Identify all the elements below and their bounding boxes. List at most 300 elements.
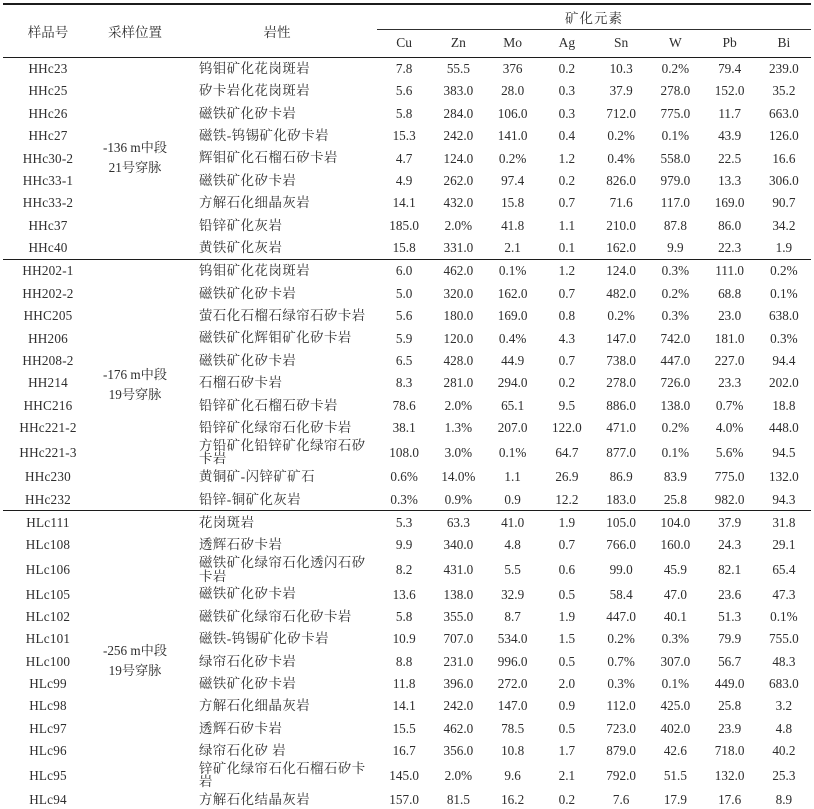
value-bi: 94.4 xyxy=(772,352,796,368)
value-bi: 683.0 xyxy=(769,676,799,692)
sample-id: HH202-2 xyxy=(22,285,74,301)
value-pb: 24.3 xyxy=(718,537,742,553)
value-cu: 108.0 xyxy=(389,444,419,460)
value-w: 0.1% xyxy=(661,444,690,460)
column-header-bi: Bi xyxy=(757,29,811,57)
value-w: 0.2% xyxy=(661,61,690,77)
value-pb: 51.3 xyxy=(718,608,742,624)
sample-id: HH214 xyxy=(28,375,68,391)
value-ag: 0.5 xyxy=(558,653,576,669)
value-mo: 4.8 xyxy=(504,537,521,553)
value-pb: 13.3 xyxy=(718,172,742,188)
value-sn: 482.0 xyxy=(606,285,636,301)
lithology: 矽卡岩化花岗斑岩 xyxy=(199,83,311,99)
value-zn: 383.0 xyxy=(443,83,474,99)
value-bi: 18.8 xyxy=(772,397,796,413)
value-ag: 0.4 xyxy=(558,128,576,144)
value-sn: 86.9 xyxy=(609,469,633,485)
value-cu: 8.8 xyxy=(395,653,413,669)
value-bi: 8.9 xyxy=(775,792,793,808)
value-cu: 5.0 xyxy=(395,285,413,301)
value-zn: 14.0% xyxy=(441,469,476,485)
value-pb: 86.0 xyxy=(718,217,742,233)
value-w: 117.0 xyxy=(660,195,690,211)
value-ag: 0.1 xyxy=(558,240,576,256)
sample-id: HLc99 xyxy=(29,676,67,692)
value-cu: 5.8 xyxy=(395,105,413,121)
value-pb: 82.1 xyxy=(718,561,742,577)
value-w: 0.1% xyxy=(661,128,690,144)
value-mo: 32.9 xyxy=(501,586,525,602)
value-pb: 982.0 xyxy=(714,491,745,507)
value-w: 83.9 xyxy=(663,469,687,485)
value-cu: 6.0 xyxy=(377,259,431,282)
value-ag: 0.2 xyxy=(558,792,576,808)
value-sn: 471.0 xyxy=(606,420,636,436)
value-zn: 124.0 xyxy=(443,150,474,166)
value-pb: 22.3 xyxy=(718,240,742,256)
lithology: 钨钼矿化花岗斑岩 xyxy=(177,259,377,282)
value-cu: 5.8 xyxy=(395,608,413,624)
value-w: 0.3% xyxy=(648,259,702,282)
sample-id: HHc27 xyxy=(28,128,68,144)
value-zn: 2.0% xyxy=(444,397,473,413)
value-w: 87.8 xyxy=(663,217,687,233)
value-pb: 132.0 xyxy=(714,767,745,783)
value-w: 25.8 xyxy=(663,491,687,507)
sample-id: HHc33-2 xyxy=(22,195,74,211)
column-header-lithology: 岩性 xyxy=(177,4,377,57)
value-ag: 1.2 xyxy=(558,150,576,166)
value-bi: 0.1% xyxy=(770,608,798,624)
column-header-cu: Cu xyxy=(377,29,431,57)
value-w: 726.0 xyxy=(660,375,691,391)
value-bi: 0.3% xyxy=(770,330,798,346)
value-mo: 1.1 xyxy=(504,469,521,485)
value-pb: 449.0 xyxy=(714,676,745,692)
value-pb: 23.9 xyxy=(718,720,742,736)
table-row xyxy=(3,57,811,80)
sample-id: HH208-2 xyxy=(22,352,74,368)
value-bi: 239.0 xyxy=(769,61,799,77)
value-w: 9.9 xyxy=(667,240,684,256)
value-cu: 4.7 xyxy=(395,150,413,166)
value-zn: 2.0% xyxy=(444,217,473,233)
value-w: 51.5 xyxy=(663,767,687,783)
value-ag: 1.2 xyxy=(540,259,594,282)
value-zn: 231.0 xyxy=(443,653,474,669)
value-w: 104.0 xyxy=(648,511,702,534)
value-sn: 0.2% xyxy=(607,128,635,144)
value-cu: 15.5 xyxy=(392,720,416,736)
column-header-sn: Sn xyxy=(594,29,648,57)
value-pb: 775.0 xyxy=(714,469,745,485)
value-cu: 6.5 xyxy=(395,352,413,368)
lithology: 磁铁矿化矽卡岩 xyxy=(199,285,297,301)
value-bi: 1.9 xyxy=(775,240,793,256)
value-sn: 766.0 xyxy=(606,537,636,553)
value-pb: 152.0 xyxy=(714,83,745,99)
sample-id: HLc102 xyxy=(25,608,71,624)
lithology: 石榴石矽卡岩 xyxy=(199,375,283,391)
value-w: 278.0 xyxy=(660,83,691,99)
value-mo: 78.5 xyxy=(501,720,525,736)
value-zn: 431.0 xyxy=(443,561,474,577)
value-pb: 37.9 xyxy=(703,511,757,534)
value-w: 47.0 xyxy=(663,586,687,602)
value-ag: 0.2 xyxy=(558,375,576,391)
value-bi: 90.7 xyxy=(772,195,796,211)
value-pb: 79.4 xyxy=(718,61,742,77)
value-mo: 147.0 xyxy=(497,698,528,714)
value-sn: 886.0 xyxy=(606,397,636,413)
value-pb: 169.0 xyxy=(714,195,745,211)
value-bi: 755.0 xyxy=(769,631,799,647)
value-ag: 0.7 xyxy=(558,352,576,368)
value-cu: 5.6 xyxy=(395,308,413,324)
value-w: 742.0 xyxy=(660,330,691,346)
sampling-location-line: -136 m中段 xyxy=(102,139,168,155)
value-zn: 262.0 xyxy=(443,172,474,188)
value-bi: 132.0 xyxy=(769,469,799,485)
value-pb: 23.0 xyxy=(718,308,742,324)
value-sn: 71.6 xyxy=(609,195,633,211)
value-ag: 1.5 xyxy=(558,631,576,647)
value-bi: 0.2% xyxy=(757,259,811,282)
sample-id: HHc40 xyxy=(28,240,68,256)
value-mo: 106.0 xyxy=(497,105,528,121)
value-cu: 5.9 xyxy=(395,330,413,346)
value-mo: 15.8 xyxy=(501,195,525,211)
sample-id: HLc106 xyxy=(25,561,71,577)
lithology: 黄铜矿-闪锌矿矿石 xyxy=(199,469,316,485)
value-cu: 14.1 xyxy=(392,698,416,714)
value-zn: 120.0 xyxy=(443,330,474,346)
column-header-zn: Zn xyxy=(431,29,485,57)
lithology: 磁铁-钨锡矿化矽卡岩 xyxy=(199,631,329,647)
value-ag: 0.8 xyxy=(558,308,576,324)
value-sn: 0.2% xyxy=(607,631,635,647)
value-mo: 0.9 xyxy=(504,491,521,507)
sample-id: HHc25 xyxy=(28,83,68,99)
value-cu: 8.2 xyxy=(395,561,413,577)
value-mo: 97.4 xyxy=(501,172,525,188)
value-cu: 14.1 xyxy=(392,195,416,211)
table-row xyxy=(3,259,811,282)
value-cu: 15.3 xyxy=(392,128,416,144)
value-sn: 124.0 xyxy=(594,259,648,282)
value-pb: 4.0% xyxy=(715,420,744,436)
sample-id: HLc96 xyxy=(29,743,67,759)
value-mo: 44.9 xyxy=(501,352,525,368)
value-w: 979.0 xyxy=(660,172,691,188)
value-mo: 207.0 xyxy=(497,420,528,436)
value-cu: 13.6 xyxy=(392,586,416,602)
value-ag: 12.2 xyxy=(555,491,579,507)
value-ag: 1.1 xyxy=(558,217,576,233)
value-mo: 376 xyxy=(502,61,523,77)
value-sn: 112.0 xyxy=(606,698,636,714)
value-w: 0.2% xyxy=(661,420,690,436)
value-pb: 23.6 xyxy=(718,586,742,602)
mineralization-elements-table xyxy=(3,3,811,809)
value-pb: 23.3 xyxy=(718,375,742,391)
sampling-location-line: 19号穿脉 xyxy=(108,663,162,679)
value-pb: 22.5 xyxy=(718,150,742,166)
value-sn: 738.0 xyxy=(606,352,636,368)
value-pb: 181.0 xyxy=(714,330,745,346)
lithology: 方解石化细晶灰岩 xyxy=(199,195,311,211)
value-bi: 306.0 xyxy=(769,172,799,188)
value-pb: 56.7 xyxy=(718,653,742,669)
value-zn: 2.0% xyxy=(444,767,473,783)
value-pb: 5.6% xyxy=(715,444,744,460)
value-zn: 138.0 xyxy=(443,586,474,602)
lithology: 方解石化结晶灰岩 xyxy=(199,792,311,808)
value-zn: 356.0 xyxy=(443,743,474,759)
value-sn: 877.0 xyxy=(606,444,636,460)
value-bi: 65.4 xyxy=(772,561,796,577)
value-mo: 2.1 xyxy=(504,240,521,256)
value-mo: 996.0 xyxy=(497,653,528,669)
value-w: 40.1 xyxy=(663,608,687,624)
lithology: 黄铁矿化灰岩 xyxy=(199,239,283,255)
lithology: 磁铁矿化绿帘石化矽卡岩 xyxy=(199,608,352,624)
sample-id: HLc101 xyxy=(25,631,71,647)
column-header-pb: Pb xyxy=(703,29,757,57)
value-cu: 9.9 xyxy=(395,537,413,553)
sample-id: HHc232 xyxy=(25,491,71,507)
value-ag: 1.7 xyxy=(558,743,576,759)
value-zn: 1.3% xyxy=(444,420,473,436)
value-mo: 272.0 xyxy=(497,676,528,692)
value-sn: 99.0 xyxy=(609,561,633,577)
value-mo: 0.2% xyxy=(498,150,527,166)
value-cu: 8.3 xyxy=(395,375,413,391)
value-bi: 25.3 xyxy=(772,767,796,783)
sampling-location xyxy=(93,259,177,511)
sample-id: HLc95 xyxy=(29,767,67,783)
lithology: 铅锌矿化绿帘石化矽卡岩 xyxy=(199,419,352,435)
value-sn: 0.2% xyxy=(607,308,635,324)
value-mo: 162.0 xyxy=(497,285,528,301)
value-ag: 64.7 xyxy=(555,444,579,460)
sampling-location-line: 19号穿脉 xyxy=(108,387,162,403)
value-cu: 38.1 xyxy=(392,420,416,436)
value-pb: 111.0 xyxy=(703,259,757,282)
value-mo: 0.1% xyxy=(498,444,527,460)
value-ag: 0.5 xyxy=(558,720,576,736)
value-mo: 16.2 xyxy=(501,792,525,808)
value-sn: 37.9 xyxy=(609,83,633,99)
value-ag: 0.7 xyxy=(558,285,576,301)
sample-id: HLc111 xyxy=(3,511,93,534)
value-ag: 0.2 xyxy=(558,61,576,77)
sampling-location-line: -176 m中段 xyxy=(102,366,168,382)
lithology: 磁铁-钨锡矿化矽卡岩 xyxy=(199,128,329,144)
value-ag: 0.2 xyxy=(558,172,576,188)
value-w: 0.1% xyxy=(661,676,690,692)
sample-id: HHC216 xyxy=(23,397,73,413)
value-sn: 879.0 xyxy=(606,743,636,759)
sample-id: HLc98 xyxy=(29,698,67,714)
value-zn: 432.0 xyxy=(443,195,474,211)
value-pb: 68.8 xyxy=(718,285,742,301)
value-sn: 792.0 xyxy=(606,767,636,783)
value-w: 447.0 xyxy=(660,352,691,368)
value-zn: 81.5 xyxy=(446,792,470,808)
lithology: 透辉石矽卡岩 xyxy=(199,537,283,553)
lithology: 磁铁矿化辉钼矿化矽卡岩 xyxy=(199,330,352,346)
value-mo: 65.1 xyxy=(501,397,525,413)
value-mo: 10.8 xyxy=(501,743,525,759)
column-header-w: W xyxy=(648,29,702,57)
lithology: 方解石化细晶灰岩 xyxy=(199,698,311,714)
sample-id: HHc230 xyxy=(25,469,71,485)
value-w: 775.0 xyxy=(660,105,691,121)
lithology: 钨钼矿化花岗斑岩 xyxy=(199,60,311,76)
value-sn: 0.3% xyxy=(607,676,635,692)
value-cu: 16.7 xyxy=(392,743,416,759)
value-mo: 141.0 xyxy=(497,128,528,144)
value-bi: 4.8 xyxy=(775,720,793,736)
value-mo: 0.4% xyxy=(498,330,527,346)
sample-id: HHC205 xyxy=(23,308,73,324)
lithology: 磁铁矿化矽卡岩 xyxy=(199,586,297,602)
lithology: 透辉石矽卡岩 xyxy=(199,720,283,736)
value-zn: 462.0 xyxy=(431,259,485,282)
value-sn: 447.0 xyxy=(606,608,636,624)
value-pb: 11.7 xyxy=(718,105,741,121)
sample-id: HHc30-2 xyxy=(22,150,74,166)
value-zn: 340.0 xyxy=(443,537,474,553)
value-bi: 47.3 xyxy=(772,586,796,602)
value-pb: 0.7% xyxy=(715,397,744,413)
value-zn: 3.0% xyxy=(444,444,473,460)
value-cu: 185.0 xyxy=(389,217,419,233)
value-pb: 25.8 xyxy=(718,698,742,714)
column-header-sample-id: 样品号 xyxy=(3,4,93,57)
sample-id: HHc221-3 xyxy=(19,444,77,460)
value-bi: 35.2 xyxy=(772,83,796,99)
header-row-group xyxy=(3,4,811,29)
sample-id: HHc26 xyxy=(28,105,68,121)
value-w: 558.0 xyxy=(660,150,691,166)
value-sn: 826.0 xyxy=(606,172,636,188)
sample-id: HLc94 xyxy=(29,792,67,808)
column-header-ag: Ag xyxy=(540,29,594,57)
value-mo: 0.1% xyxy=(486,259,540,282)
value-sn: 712.0 xyxy=(606,105,636,121)
value-ag: 26.9 xyxy=(555,469,579,485)
value-ag: 0.9 xyxy=(558,698,576,714)
value-ag: 0.7 xyxy=(558,195,576,211)
value-w: 402.0 xyxy=(660,720,691,736)
value-ag: 4.3 xyxy=(558,330,576,346)
value-mo: 169.0 xyxy=(497,308,528,324)
value-bi: 202.0 xyxy=(769,375,799,391)
value-sn: 58.4 xyxy=(609,586,633,602)
value-bi: 638.0 xyxy=(769,308,799,324)
value-ag: 2.0 xyxy=(558,676,576,692)
value-sn: 278.0 xyxy=(606,375,636,391)
value-ag: 1.9 xyxy=(558,608,576,624)
sampling-location xyxy=(93,57,177,259)
value-cu: 10.9 xyxy=(392,631,416,647)
value-zn: 63.3 xyxy=(431,511,485,534)
value-cu: 145.0 xyxy=(389,767,419,783)
value-bi: 0.1% xyxy=(770,285,798,301)
value-cu: 4.9 xyxy=(395,172,413,188)
lithology: 萤石化石榴石绿帘石矽卡岩 xyxy=(199,308,366,324)
lithology: 磁铁矿化矽卡岩 xyxy=(199,352,297,368)
lithology: 铅锌-铜矿化灰岩 xyxy=(199,491,302,507)
value-cu: 15.8 xyxy=(392,240,416,256)
value-cu: 0.6% xyxy=(390,469,418,485)
value-ag: 0.3 xyxy=(558,83,576,99)
value-zn: 331.0 xyxy=(443,240,474,256)
value-ag: 2.1 xyxy=(558,767,576,783)
value-w: 0.3% xyxy=(661,631,690,647)
value-mo: 294.0 xyxy=(497,375,528,391)
value-pb: 227.0 xyxy=(714,352,745,368)
value-cu: 7.8 xyxy=(395,61,413,77)
lithology: 花岗斑岩 xyxy=(177,511,377,534)
value-sn: 0.4% xyxy=(607,150,635,166)
value-ag: 0.6 xyxy=(558,561,576,577)
value-zn: 281.0 xyxy=(443,375,474,391)
value-zn: 180.0 xyxy=(443,308,474,324)
value-mo: 41.0 xyxy=(486,511,540,534)
value-sn: 210.0 xyxy=(606,217,636,233)
lithology: 磁铁矿化矽卡岩 xyxy=(199,105,297,121)
sampling-location-line: 21号穿脉 xyxy=(108,160,162,176)
value-sn: 147.0 xyxy=(606,330,636,346)
value-zn: 284.0 xyxy=(443,105,474,121)
lithology: 绿帘石化矽卡岩 xyxy=(199,653,297,669)
value-ag: 0.7 xyxy=(558,537,576,553)
value-bi: 40.2 xyxy=(772,743,796,759)
sample-id: HHc23 xyxy=(28,61,68,77)
value-bi: 663.0 xyxy=(769,105,799,121)
value-cu: 5.3 xyxy=(377,511,431,534)
value-zn: 0.9% xyxy=(444,491,473,507)
value-cu: 0.3% xyxy=(390,491,418,507)
value-cu: 78.6 xyxy=(392,397,416,413)
value-ag: 0.3 xyxy=(558,105,576,121)
value-w: 425.0 xyxy=(660,698,691,714)
value-zn: 242.0 xyxy=(443,698,474,714)
value-zn: 428.0 xyxy=(443,352,474,368)
value-ag: 9.5 xyxy=(558,397,576,413)
value-sn: 723.0 xyxy=(606,720,636,736)
table-header xyxy=(3,4,811,57)
value-ag: 0.5 xyxy=(558,586,576,602)
value-mo: 8.7 xyxy=(504,608,521,624)
value-sn: 105.0 xyxy=(594,511,648,534)
sample-id: HHc37 xyxy=(28,217,68,233)
column-group-header-mineralization-elements: 矿化元素 xyxy=(377,4,811,29)
value-w: 0.2% xyxy=(661,285,690,301)
lithology: 磁铁矿化绿帘石化透闪石矽卡岩 xyxy=(199,555,366,584)
value-zn: 242.0 xyxy=(443,128,474,144)
value-ag: 1.9 xyxy=(540,511,594,534)
value-bi: 34.2 xyxy=(772,217,796,233)
value-cu: 11.8 xyxy=(392,676,416,692)
lithology: 辉钼矿化石榴石矽卡岩 xyxy=(199,150,338,166)
value-bi: 48.3 xyxy=(772,653,796,669)
lithology: 方铅矿化铅锌矿化绿帘石矽卡岩 xyxy=(199,437,366,467)
